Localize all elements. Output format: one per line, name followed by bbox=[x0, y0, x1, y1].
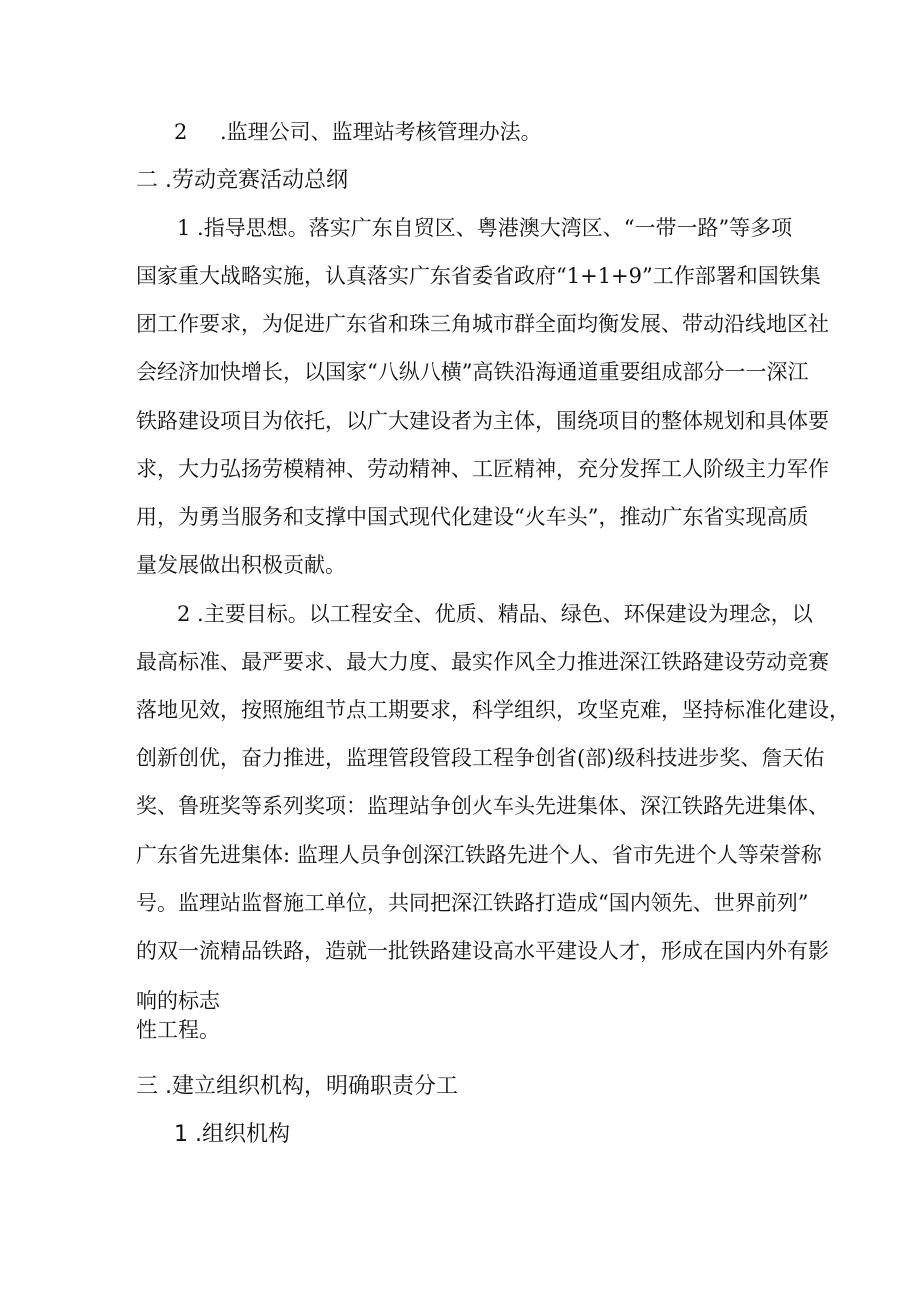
paragraph-line: 广东省先进集体: 监理人员争创深江铁路先进个人、省市先进个人等荣誉称 bbox=[136, 843, 822, 867]
paragraph-line: 创新创优，奋力推进，监理管段管段工程争创省(部)级科技进步奖、詹天佑 bbox=[136, 746, 825, 770]
paragraph-line: 奖、鲁班奖等系列奖项：监理站争创火车头先进集体、深江铁路先进集体、 bbox=[136, 794, 829, 818]
list-item-2 bbox=[174, 122, 542, 143]
section-heading-2: 二 .劳动竞赛活动总纲 bbox=[136, 168, 348, 193]
paragraph-line: 性工程。 bbox=[136, 1018, 220, 1042]
paragraph-line: 落地见效，按照施组节点工期要求，科学组织，攻坚克难，坚持标准化建设， bbox=[136, 698, 850, 722]
list-item-number: 2 bbox=[174, 120, 188, 144]
paragraph-line: 最高标准、最严要求、最大力度、最实作风全力推进深江铁路建设劳动竞赛 bbox=[136, 650, 829, 674]
paragraph-line: 量发展做出积极贡献。 bbox=[136, 553, 346, 577]
paragraph-line: 会经济加快增长，以国家“八纵八横”高铁沿海通道重要组成部分一一深江 bbox=[136, 360, 809, 384]
section-heading-3: 三 .建立组织机构，明确职责分工 bbox=[136, 1074, 458, 1099]
paragraph-line: 1 .指导思想。落实广东自贸区、粤港澳大湾区、“一带一路”等多项 bbox=[177, 216, 793, 240]
paragraph-line: 2 .主要目标。以工程安全、优质、精品、绿色、环保建设为理念，以 bbox=[177, 602, 813, 626]
paragraph-line: 团工作要求，为促进广东省和珠三角城市群全面均衡发展、带动沿线地区社 bbox=[136, 312, 829, 336]
paragraph-line: 用，为勇当服务和支撑中国式现代化建设“火车头”，推动广东省实现高质 bbox=[136, 505, 809, 529]
paragraph-line: 响的标志 bbox=[136, 989, 220, 1013]
paragraph-line: 铁路建设项目为依托，以广大建设者为主体，围绕项目的整体规划和具体要 bbox=[136, 409, 829, 433]
subsection-heading-1: 1 .组织机构 bbox=[174, 1122, 290, 1147]
paragraph-line: 号。监理站监督施工单位，共同把深江铁路打造成“国内领先、世界前列” bbox=[136, 891, 809, 915]
list-item-text: .监理公司、监理站考核管理办法。 bbox=[220, 120, 542, 144]
paragraph-line: 的双一流精品铁路，造就一批铁路建设高水平建设人才，形成在国内外有影 bbox=[136, 939, 829, 963]
paragraph-line: 求，大力弘扬劳模精神、劳动精神、工匠精神，充分发挥工人阶级主力军作 bbox=[136, 457, 829, 481]
paragraph-line: 国家重大战略实施，认真落实广东省委省政府“1+1+9”工作部署和国铁集 bbox=[136, 264, 821, 288]
